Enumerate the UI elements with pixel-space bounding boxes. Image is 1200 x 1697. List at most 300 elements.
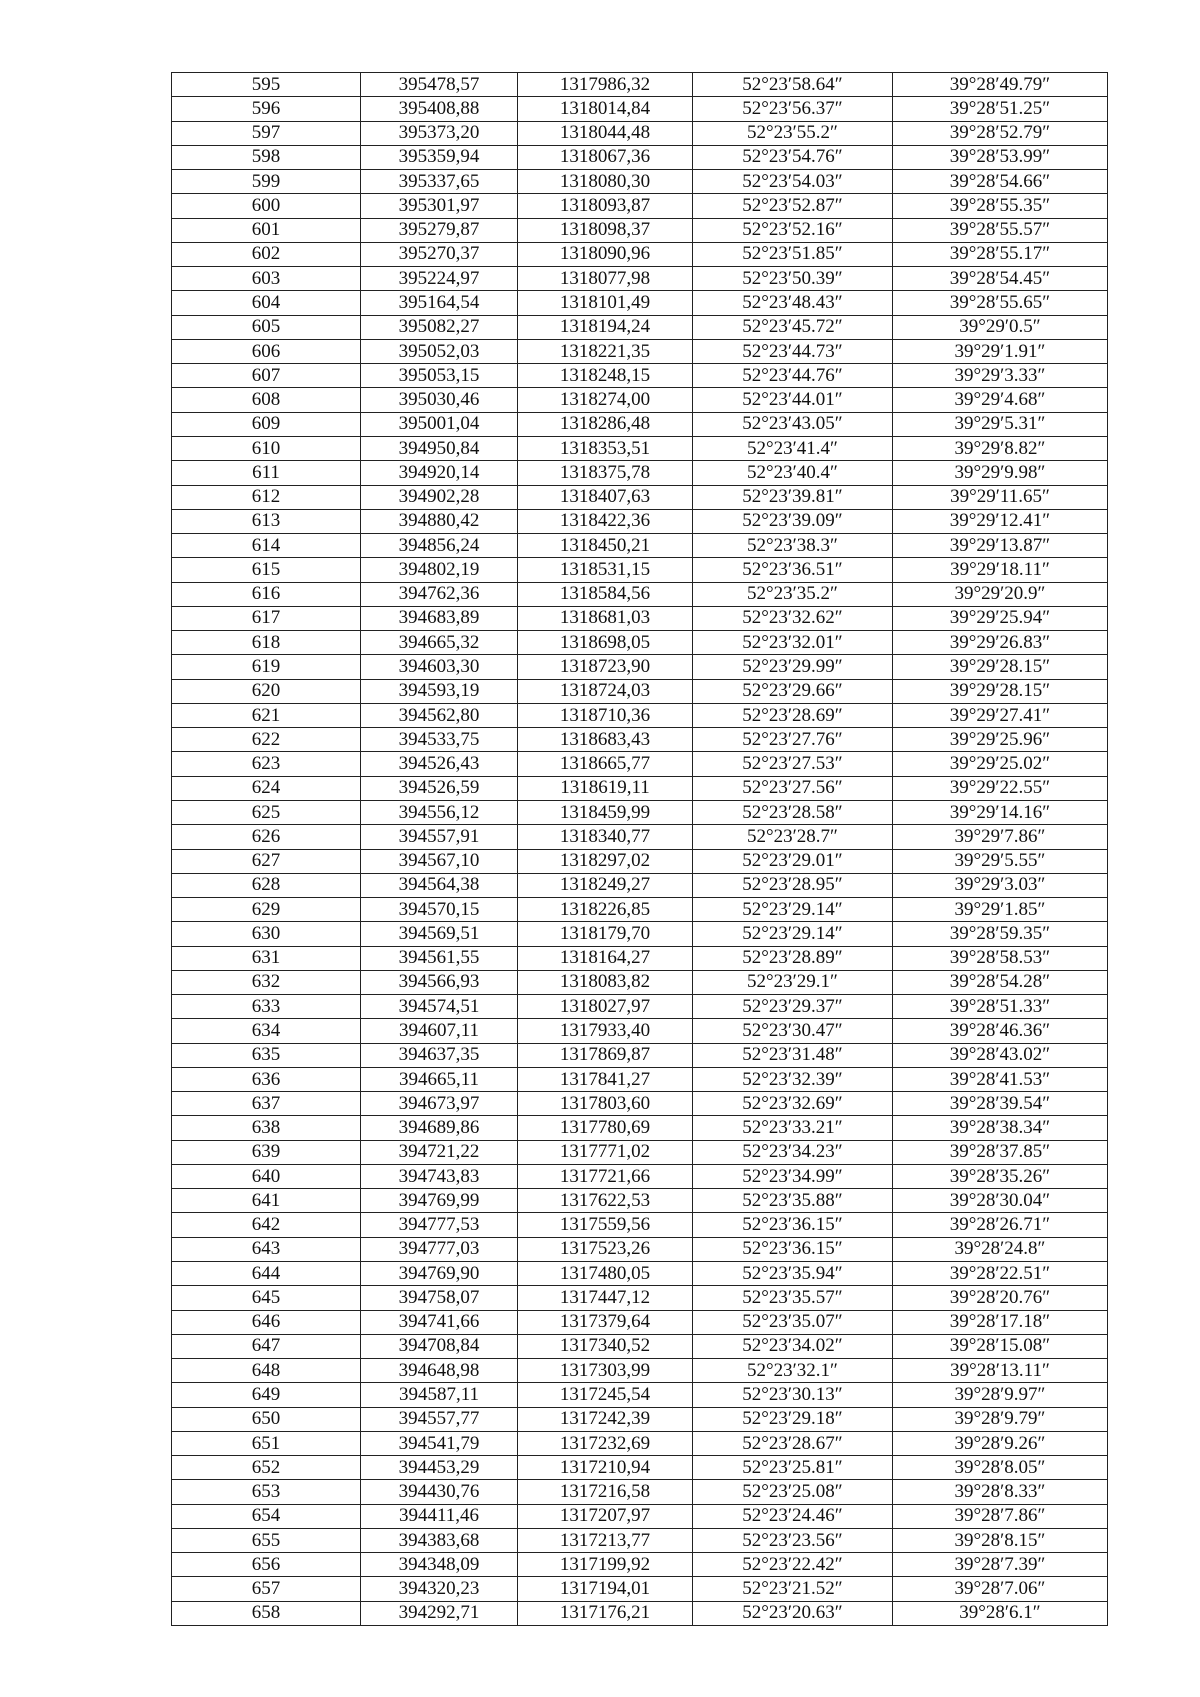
table-row: [172, 1504, 1108, 1528]
y-coordinate-cell: 1318584,56: [518, 582, 693, 606]
table-row: [172, 145, 1108, 169]
point-number-cell: 609: [172, 412, 361, 436]
x-coordinate-cell: 394637,35: [361, 1043, 518, 1067]
table-row: [172, 1577, 1108, 1601]
x-coordinate-cell: 394648,98: [361, 1359, 518, 1383]
longitude-cell: 39°29′25.02″: [893, 752, 1108, 776]
longitude-cell: 39°29′25.96″: [893, 728, 1108, 752]
y-coordinate-cell: 1318710,36: [518, 703, 693, 727]
x-coordinate-cell: 395224,97: [361, 267, 518, 291]
y-coordinate-cell: 1318226,85: [518, 898, 693, 922]
table-row: [172, 946, 1108, 970]
x-coordinate-cell: 394920,14: [361, 461, 518, 485]
y-coordinate-cell: 1317986,32: [518, 73, 693, 97]
point-number-cell: 645: [172, 1286, 361, 1310]
y-coordinate-cell: 1318407,63: [518, 485, 693, 509]
latitude-cell: 52°23′34.02″: [693, 1334, 893, 1358]
latitude-cell: 52°23′27.53″: [693, 752, 893, 776]
latitude-cell: 52°23′33.21″: [693, 1116, 893, 1140]
point-number-cell: 608: [172, 388, 361, 412]
point-number-cell: 652: [172, 1456, 361, 1480]
point-number-cell: 612: [172, 485, 361, 509]
x-coordinate-cell: 395279,87: [361, 218, 518, 242]
latitude-cell: 52°23′20.63″: [693, 1601, 893, 1625]
table-row: [172, 995, 1108, 1019]
y-coordinate-cell: 1317933,40: [518, 1019, 693, 1043]
point-number-cell: 642: [172, 1213, 361, 1237]
latitude-cell: 52°23′29.14″: [693, 898, 893, 922]
y-coordinate-cell: 1318067,36: [518, 145, 693, 169]
table-row: [172, 388, 1108, 412]
table-row: [172, 606, 1108, 630]
longitude-cell: 39°28′17.18″: [893, 1310, 1108, 1334]
longitude-cell: 39°28′8.33″: [893, 1480, 1108, 1504]
y-coordinate-cell: 1318044,48: [518, 121, 693, 145]
x-coordinate-cell: 394902,28: [361, 485, 518, 509]
longitude-cell: 39°28′30.04″: [893, 1189, 1108, 1213]
latitude-cell: 52°23′44.73″: [693, 339, 893, 363]
point-number-cell: 633: [172, 995, 361, 1019]
latitude-cell: 52°23′32.62″: [693, 606, 893, 630]
point-number-cell: 601: [172, 218, 361, 242]
y-coordinate-cell: 1318098,37: [518, 218, 693, 242]
latitude-cell: 52°23′30.13″: [693, 1383, 893, 1407]
latitude-cell: 52°23′29.01″: [693, 849, 893, 873]
longitude-cell: 39°28′9.26″: [893, 1431, 1108, 1455]
y-coordinate-cell: 1317447,12: [518, 1286, 693, 1310]
y-coordinate-cell: 1318723,90: [518, 655, 693, 679]
x-coordinate-cell: 394564,38: [361, 873, 518, 897]
point-number-cell: 611: [172, 461, 361, 485]
latitude-cell: 52°23′39.09″: [693, 509, 893, 533]
x-coordinate-cell: 395301,97: [361, 194, 518, 218]
latitude-cell: 52°23′28.95″: [693, 873, 893, 897]
table-row: [172, 485, 1108, 509]
x-coordinate-cell: 395030,46: [361, 388, 518, 412]
point-number-cell: 643: [172, 1237, 361, 1261]
y-coordinate-cell: 1317303,99: [518, 1359, 693, 1383]
table-row: [172, 1334, 1108, 1358]
longitude-cell: 39°29′1.91″: [893, 339, 1108, 363]
point-number-cell: 616: [172, 582, 361, 606]
latitude-cell: 52°23′28.89″: [693, 946, 893, 970]
longitude-cell: 39°28′53.99″: [893, 145, 1108, 169]
longitude-cell: 39°28′59.35″: [893, 922, 1108, 946]
latitude-cell: 52°23′40.4″: [693, 461, 893, 485]
table-row: [172, 339, 1108, 363]
x-coordinate-cell: 395270,37: [361, 242, 518, 266]
latitude-cell: 52°23′36.15″: [693, 1237, 893, 1261]
x-coordinate-cell: 394383,68: [361, 1528, 518, 1552]
x-coordinate-cell: 394541,79: [361, 1431, 518, 1455]
latitude-cell: 52°23′28.7″: [693, 825, 893, 849]
table-row: [172, 970, 1108, 994]
x-coordinate-cell: 394673,97: [361, 1092, 518, 1116]
latitude-cell: 52°23′28.58″: [693, 800, 893, 824]
y-coordinate-cell: 1318297,02: [518, 849, 693, 873]
point-number-cell: 638: [172, 1116, 361, 1140]
table-row: [172, 1092, 1108, 1116]
longitude-cell: 39°28′26.71″: [893, 1213, 1108, 1237]
x-coordinate-cell: 395053,15: [361, 364, 518, 388]
point-number-cell: 629: [172, 898, 361, 922]
table-row: [172, 849, 1108, 873]
point-number-cell: 649: [172, 1383, 361, 1407]
latitude-cell: 52°23′31.48″: [693, 1043, 893, 1067]
longitude-cell: 39°28′46.36″: [893, 1019, 1108, 1043]
latitude-cell: 52°23′35.07″: [693, 1310, 893, 1334]
latitude-cell: 52°23′45.72″: [693, 315, 893, 339]
longitude-cell: 39°29′3.03″: [893, 873, 1108, 897]
point-number-cell: 653: [172, 1480, 361, 1504]
y-coordinate-cell: 1317210,94: [518, 1456, 693, 1480]
latitude-cell: 52°23′35.2″: [693, 582, 893, 606]
latitude-cell: 52°23′32.39″: [693, 1067, 893, 1091]
point-number-cell: 628: [172, 873, 361, 897]
y-coordinate-cell: 1317176,21: [518, 1601, 693, 1625]
y-coordinate-cell: 1318681,03: [518, 606, 693, 630]
x-coordinate-cell: 394689,86: [361, 1116, 518, 1140]
latitude-cell: 52°23′41.4″: [693, 436, 893, 460]
table-row: [172, 898, 1108, 922]
x-coordinate-cell: 394683,89: [361, 606, 518, 630]
y-coordinate-cell: 1318375,78: [518, 461, 693, 485]
longitude-cell: 39°29′5.31″: [893, 412, 1108, 436]
latitude-cell: 52°23′25.08″: [693, 1480, 893, 1504]
x-coordinate-cell: 394950,84: [361, 436, 518, 460]
x-coordinate-cell: 394556,12: [361, 800, 518, 824]
point-number-cell: 658: [172, 1601, 361, 1625]
x-coordinate-cell: 394741,66: [361, 1310, 518, 1334]
table-row: [172, 97, 1108, 121]
x-coordinate-cell: 394587,11: [361, 1383, 518, 1407]
y-coordinate-cell: 1318698,05: [518, 631, 693, 655]
table-row: [172, 121, 1108, 145]
point-number-cell: 605: [172, 315, 361, 339]
latitude-cell: 52°23′23.56″: [693, 1528, 893, 1552]
point-number-cell: 651: [172, 1431, 361, 1455]
y-coordinate-cell: 1317559,56: [518, 1213, 693, 1237]
table-row: [172, 291, 1108, 315]
y-coordinate-cell: 1317841,27: [518, 1067, 693, 1091]
point-number-cell: 637: [172, 1092, 361, 1116]
table-row: [172, 1480, 1108, 1504]
longitude-cell: 39°29′28.15″: [893, 679, 1108, 703]
x-coordinate-cell: 394769,99: [361, 1189, 518, 1213]
point-number-cell: 636: [172, 1067, 361, 1091]
table-row: [172, 315, 1108, 339]
x-coordinate-cell: 395164,54: [361, 291, 518, 315]
x-coordinate-cell: 395408,88: [361, 97, 518, 121]
longitude-cell: 39°28′35.26″: [893, 1164, 1108, 1188]
longitude-cell: 39°28′20.76″: [893, 1286, 1108, 1310]
point-number-cell: 623: [172, 752, 361, 776]
longitude-cell: 39°29′3.33″: [893, 364, 1108, 388]
table-row: [172, 825, 1108, 849]
longitude-cell: 39°29′11.65″: [893, 485, 1108, 509]
point-number-cell: 614: [172, 534, 361, 558]
y-coordinate-cell: 1317245,54: [518, 1383, 693, 1407]
table-row: [172, 1116, 1108, 1140]
longitude-cell: 39°29′1.85″: [893, 898, 1108, 922]
longitude-cell: 39°29′8.82″: [893, 436, 1108, 460]
x-coordinate-cell: 394708,84: [361, 1334, 518, 1358]
x-coordinate-cell: 394603,30: [361, 655, 518, 679]
x-coordinate-cell: 395082,27: [361, 315, 518, 339]
table-row: [172, 1213, 1108, 1237]
point-number-cell: 630: [172, 922, 361, 946]
latitude-cell: 52°23′56.37″: [693, 97, 893, 121]
y-coordinate-cell: 1318422,36: [518, 509, 693, 533]
table-row: [172, 728, 1108, 752]
longitude-cell: 39°28′55.57″: [893, 218, 1108, 242]
table-row: [172, 1140, 1108, 1164]
point-number-cell: 640: [172, 1164, 361, 1188]
latitude-cell: 52°23′35.57″: [693, 1286, 893, 1310]
longitude-cell: 39°28′22.51″: [893, 1262, 1108, 1286]
x-coordinate-cell: 394567,10: [361, 849, 518, 873]
latitude-cell: 52°23′44.76″: [693, 364, 893, 388]
point-number-cell: 650: [172, 1407, 361, 1431]
table-row: [172, 1310, 1108, 1334]
x-coordinate-cell: 394569,51: [361, 922, 518, 946]
point-number-cell: 639: [172, 1140, 361, 1164]
point-number-cell: 620: [172, 679, 361, 703]
latitude-cell: 52°23′43.05″: [693, 412, 893, 436]
point-number-cell: 641: [172, 1189, 361, 1213]
table-row: [172, 534, 1108, 558]
longitude-cell: 39°28′41.53″: [893, 1067, 1108, 1091]
y-coordinate-cell: 1317379,64: [518, 1310, 693, 1334]
table-row: [172, 1456, 1108, 1480]
latitude-cell: 52°23′36.15″: [693, 1213, 893, 1237]
table-row: [172, 1431, 1108, 1455]
point-number-cell: 599: [172, 170, 361, 194]
point-number-cell: 656: [172, 1553, 361, 1577]
x-coordinate-cell: 394777,03: [361, 1237, 518, 1261]
longitude-cell: 39°28′7.06″: [893, 1577, 1108, 1601]
y-coordinate-cell: 1317194,01: [518, 1577, 693, 1601]
table-row: [172, 1164, 1108, 1188]
y-coordinate-cell: 1318450,21: [518, 534, 693, 558]
x-coordinate-cell: 394856,24: [361, 534, 518, 558]
y-coordinate-cell: 1318665,77: [518, 752, 693, 776]
y-coordinate-cell: 1318194,24: [518, 315, 693, 339]
y-coordinate-cell: 1318093,87: [518, 194, 693, 218]
point-number-cell: 618: [172, 631, 361, 655]
point-number-cell: 648: [172, 1359, 361, 1383]
table-row: [172, 1601, 1108, 1625]
longitude-cell: 39°29′9.98″: [893, 461, 1108, 485]
x-coordinate-cell: 394320,23: [361, 1577, 518, 1601]
table-row: [172, 1237, 1108, 1261]
table-row: [172, 509, 1108, 533]
point-number-cell: 622: [172, 728, 361, 752]
table-row: [172, 412, 1108, 436]
longitude-cell: 39°28′39.54″: [893, 1092, 1108, 1116]
x-coordinate-cell: 395373,20: [361, 121, 518, 145]
x-coordinate-cell: 394348,09: [361, 1553, 518, 1577]
table-row: [172, 461, 1108, 485]
point-number-cell: 624: [172, 776, 361, 800]
x-coordinate-cell: 394769,90: [361, 1262, 518, 1286]
table-row: [172, 679, 1108, 703]
x-coordinate-cell: 394566,93: [361, 970, 518, 994]
x-coordinate-cell: 395359,94: [361, 145, 518, 169]
table-row: [172, 776, 1108, 800]
point-number-cell: 602: [172, 242, 361, 266]
table-row: [172, 73, 1108, 97]
latitude-cell: 52°23′54.03″: [693, 170, 893, 194]
longitude-cell: 39°28′55.17″: [893, 242, 1108, 266]
table-row: [172, 1262, 1108, 1286]
longitude-cell: 39°29′22.55″: [893, 776, 1108, 800]
x-coordinate-cell: 394292,71: [361, 1601, 518, 1625]
table-row: [172, 752, 1108, 776]
longitude-cell: 39°28′51.33″: [893, 995, 1108, 1019]
point-number-cell: 615: [172, 558, 361, 582]
x-coordinate-cell: 394743,83: [361, 1164, 518, 1188]
x-coordinate-cell: 394430,76: [361, 1480, 518, 1504]
longitude-cell: 39°29′20.9″: [893, 582, 1108, 606]
point-number-cell: 635: [172, 1043, 361, 1067]
latitude-cell: 52°23′44.01″: [693, 388, 893, 412]
latitude-cell: 52°23′38.3″: [693, 534, 893, 558]
point-number-cell: 625: [172, 800, 361, 824]
point-number-cell: 603: [172, 267, 361, 291]
x-coordinate-cell: 394802,19: [361, 558, 518, 582]
x-coordinate-cell: 394721,22: [361, 1140, 518, 1164]
x-coordinate-cell: 394526,43: [361, 752, 518, 776]
longitude-cell: 39°28′55.65″: [893, 291, 1108, 315]
y-coordinate-cell: 1318724,03: [518, 679, 693, 703]
longitude-cell: 39°29′25.94″: [893, 606, 1108, 630]
latitude-cell: 52°23′29.18″: [693, 1407, 893, 1431]
point-number-cell: 626: [172, 825, 361, 849]
longitude-cell: 39°28′55.35″: [893, 194, 1108, 218]
y-coordinate-cell: 1317480,05: [518, 1262, 693, 1286]
latitude-cell: 52°23′29.1″: [693, 970, 893, 994]
latitude-cell: 52°23′51.85″: [693, 242, 893, 266]
y-coordinate-cell: 1318164,27: [518, 946, 693, 970]
point-number-cell: 606: [172, 339, 361, 363]
latitude-cell: 52°23′55.2″: [693, 121, 893, 145]
table-row: [172, 1528, 1108, 1552]
longitude-cell: 39°28′13.11″: [893, 1359, 1108, 1383]
longitude-cell: 39°29′12.41″: [893, 509, 1108, 533]
latitude-cell: 52°23′24.46″: [693, 1504, 893, 1528]
latitude-cell: 52°23′34.23″: [693, 1140, 893, 1164]
table-row: [172, 558, 1108, 582]
point-number-cell: 627: [172, 849, 361, 873]
table-row: [172, 218, 1108, 242]
latitude-cell: 52°23′29.14″: [693, 922, 893, 946]
point-number-cell: 617: [172, 606, 361, 630]
table-row: [172, 922, 1108, 946]
longitude-cell: 39°28′43.02″: [893, 1043, 1108, 1067]
y-coordinate-cell: 1317199,92: [518, 1553, 693, 1577]
x-coordinate-cell: 395337,65: [361, 170, 518, 194]
y-coordinate-cell: 1318249,27: [518, 873, 693, 897]
longitude-cell: 39°28′52.79″: [893, 121, 1108, 145]
x-coordinate-cell: 394574,51: [361, 995, 518, 1019]
point-number-cell: 607: [172, 364, 361, 388]
y-coordinate-cell: 1318619,11: [518, 776, 693, 800]
latitude-cell: 52°23′48.43″: [693, 291, 893, 315]
table-row: [172, 364, 1108, 388]
coordinates-table: [171, 72, 1108, 1626]
latitude-cell: 52°23′32.69″: [693, 1092, 893, 1116]
latitude-cell: 52°23′39.81″: [693, 485, 893, 509]
x-coordinate-cell: 395052,03: [361, 339, 518, 363]
table-row: [172, 170, 1108, 194]
longitude-cell: 39°28′6.1″: [893, 1601, 1108, 1625]
point-number-cell: 619: [172, 655, 361, 679]
coordinates-table-body: [172, 73, 1108, 1626]
table-row: [172, 436, 1108, 460]
longitude-cell: 39°28′8.05″: [893, 1456, 1108, 1480]
y-coordinate-cell: 1318248,15: [518, 364, 693, 388]
longitude-cell: 39°28′54.45″: [893, 267, 1108, 291]
y-coordinate-cell: 1318077,98: [518, 267, 693, 291]
x-coordinate-cell: 394607,11: [361, 1019, 518, 1043]
latitude-cell: 52°23′34.99″: [693, 1164, 893, 1188]
table-row: [172, 703, 1108, 727]
longitude-cell: 39°29′13.87″: [893, 534, 1108, 558]
longitude-cell: 39°29′7.86″: [893, 825, 1108, 849]
table-row: [172, 1189, 1108, 1213]
point-number-cell: 621: [172, 703, 361, 727]
longitude-cell: 39°29′5.55″: [893, 849, 1108, 873]
latitude-cell: 52°23′36.51″: [693, 558, 893, 582]
longitude-cell: 39°28′54.66″: [893, 170, 1108, 194]
y-coordinate-cell: 1318531,15: [518, 558, 693, 582]
y-coordinate-cell: 1318459,99: [518, 800, 693, 824]
x-coordinate-cell: 394453,29: [361, 1456, 518, 1480]
longitude-cell: 39°28′37.85″: [893, 1140, 1108, 1164]
latitude-cell: 52°23′52.16″: [693, 218, 893, 242]
longitude-cell: 39°28′38.34″: [893, 1116, 1108, 1140]
point-number-cell: 596: [172, 97, 361, 121]
point-number-cell: 657: [172, 1577, 361, 1601]
y-coordinate-cell: 1317232,69: [518, 1431, 693, 1455]
y-coordinate-cell: 1317216,58: [518, 1480, 693, 1504]
table-row: [172, 242, 1108, 266]
y-coordinate-cell: 1317213,77: [518, 1528, 693, 1552]
y-coordinate-cell: 1318353,51: [518, 436, 693, 460]
y-coordinate-cell: 1318080,30: [518, 170, 693, 194]
y-coordinate-cell: 1318014,84: [518, 97, 693, 121]
point-number-cell: 644: [172, 1262, 361, 1286]
y-coordinate-cell: 1317207,97: [518, 1504, 693, 1528]
longitude-cell: 39°28′7.86″: [893, 1504, 1108, 1528]
x-coordinate-cell: 394411,46: [361, 1504, 518, 1528]
table-row: [172, 267, 1108, 291]
y-coordinate-cell: 1318027,97: [518, 995, 693, 1019]
x-coordinate-cell: 394665,11: [361, 1067, 518, 1091]
x-coordinate-cell: 394762,36: [361, 582, 518, 606]
latitude-cell: 52°23′54.76″: [693, 145, 893, 169]
longitude-cell: 39°29′14.16″: [893, 800, 1108, 824]
table-row: [172, 1359, 1108, 1383]
table-row: [172, 631, 1108, 655]
latitude-cell: 52°23′25.81″: [693, 1456, 893, 1480]
table-row: [172, 194, 1108, 218]
latitude-cell: 52°23′30.47″: [693, 1019, 893, 1043]
table-row: [172, 1286, 1108, 1310]
x-coordinate-cell: 394570,15: [361, 898, 518, 922]
latitude-cell: 52°23′27.56″: [693, 776, 893, 800]
